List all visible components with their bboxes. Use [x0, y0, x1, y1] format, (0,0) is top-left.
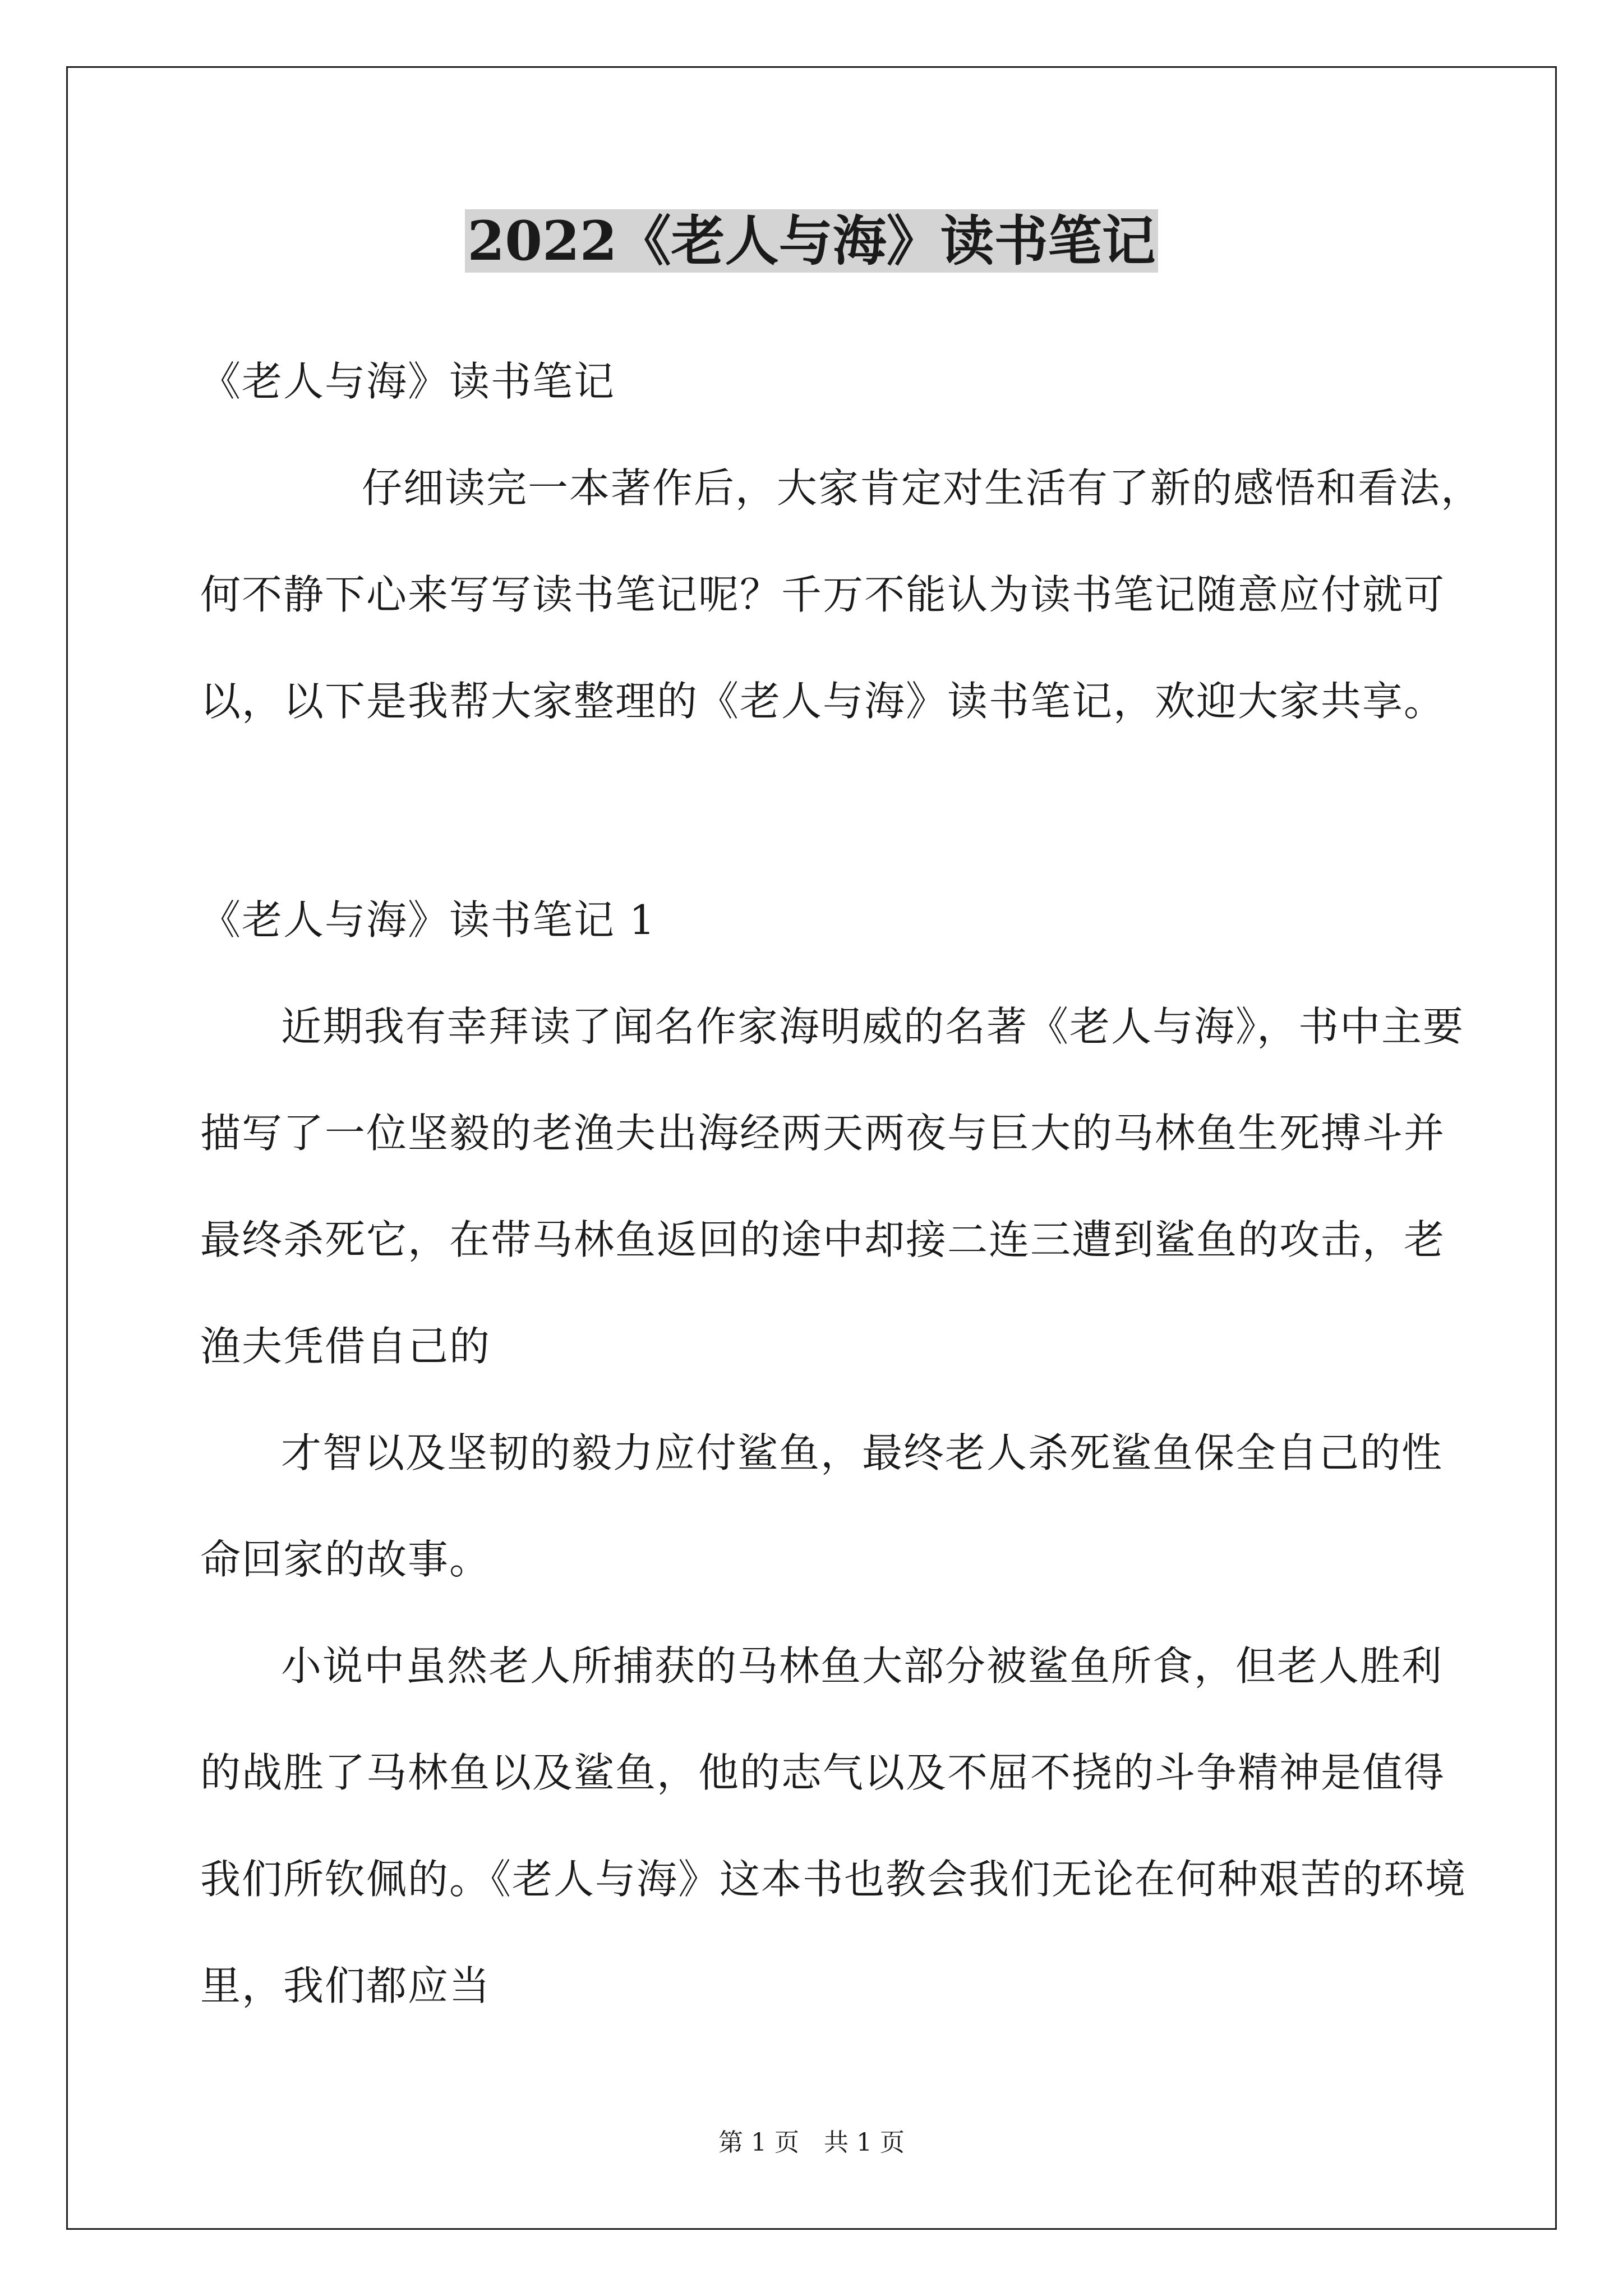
intro-line-1: 仔细读完一本著作后，大家肯定对生活有了新的感悟和看法， — [362, 464, 1483, 512]
paragraph-3-line-2: 的战胜了马林鱼以及鲨鱼，他的志气以及不屈不挠的斗争精神是值得 — [200, 1749, 1446, 1796]
paragraph-1-line-2: 描写了一位坚毅的老渔夫出海经两天两夜与巨大的马林鱼生死搏斗并 — [200, 1110, 1446, 1157]
intro-heading: 《老人与海》读书笔记 — [200, 358, 616, 405]
paragraph-1-line-3: 最终杀死它，在带马林鱼返回的途中却接二连三遭到鲨鱼的攻击，老 — [200, 1216, 1446, 1263]
document-title-text: 2022《老人与海》读书笔记 — [465, 209, 1158, 273]
paragraph-2-line-2: 命回家的故事。 — [200, 1536, 491, 1583]
page-footer: 第 1 页 共 1 页 — [718, 2128, 905, 2157]
intro-line-2: 何不静下心来写写读书笔记呢？千万不能认为读书笔记随意应付就可 — [200, 571, 1446, 618]
paragraph-3-line-3: 我们所钦佩的。《老人与海》这本书也教会我们无论在何种艰苦的环境 — [200, 1856, 1467, 1903]
document-title — [0, 199, 1623, 283]
intro-line-3: 以，以下是我帮大家整理的《老人与海》读书笔记，欢迎大家共享。 — [200, 678, 1446, 725]
paragraph-3-line-1: 小说中虽然老人所捕获的马林鱼大部分被鲨鱼所食，但老人胜利 — [281, 1642, 1444, 1690]
paragraph-1-line-1: 近期我有幸拜读了闻名作家海明威的名著《老人与海》，书中主要 — [281, 1003, 1465, 1050]
section-heading: 《老人与海》读书笔记 1 — [200, 896, 656, 944]
paragraph-2-line-1: 才智以及坚韧的毅力应付鲨鱼，最终老人杀死鲨鱼保全自己的性 — [281, 1429, 1444, 1476]
paragraph-3-line-4: 里，我们都应当 — [200, 1962, 491, 2009]
paragraph-1-line-4: 渔夫凭借自己的 — [200, 1323, 491, 1370]
